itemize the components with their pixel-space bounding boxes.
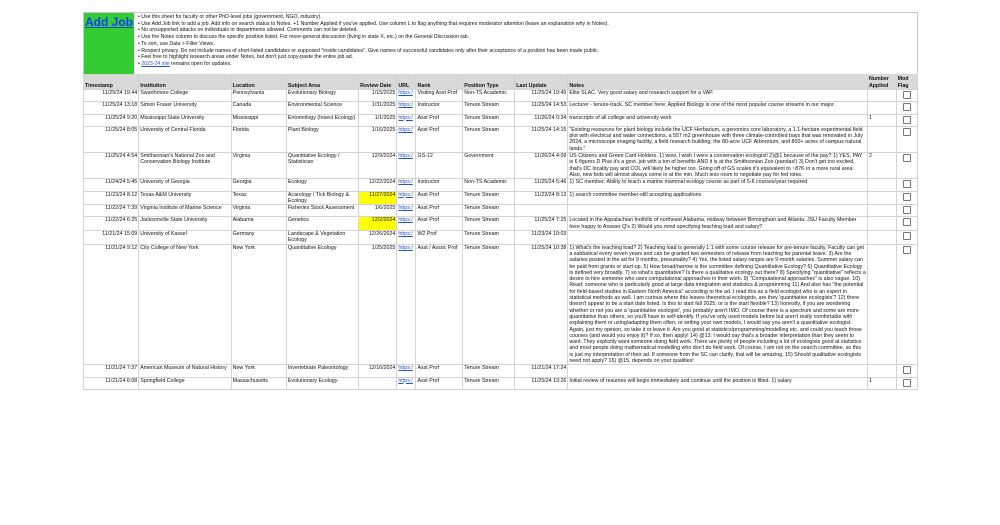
url-link[interactable]: https:/	[397, 90, 416, 102]
timestamp-cell[interactable]: 11/22/24 6:25	[84, 217, 139, 231]
mod-flag-cell	[896, 114, 917, 126]
add-job-link[interactable]: Add Job	[85, 15, 133, 29]
timestamp-cell[interactable]: 11/22/24 7:39	[84, 205, 139, 217]
location-cell[interactable]: Massachusetts	[231, 377, 286, 389]
table-row[interactable]	[84, 126, 918, 152]
review-date-cell[interactable]: 1/25/2025	[359, 244, 397, 365]
institution-cell[interactable]: University of Georgia	[139, 179, 231, 191]
subject-area-cell[interactable]: Evolutionary Ecology	[286, 377, 358, 389]
mod-flag-checkbox[interactable]	[903, 154, 911, 162]
prior-site-suffix: remains open for updates.	[169, 60, 232, 67]
location-cell[interactable]: Germany	[231, 231, 286, 245]
subject-area-cell[interactable]: Evolutionary Biology	[286, 90, 358, 102]
location-cell[interactable]: Mississippi	[231, 114, 286, 126]
mod-flag-checkbox[interactable]	[903, 180, 911, 188]
table-row[interactable]	[84, 114, 918, 126]
rank-cell[interactable]: Asst Prof	[416, 365, 463, 377]
position-type-cell[interactable]: Tenure Stream	[463, 244, 515, 365]
institution-cell[interactable]: City College of New York	[139, 244, 231, 365]
number-applied-cell[interactable]	[867, 217, 896, 231]
subject-area-cell[interactable]: Invertebrate Paleontology	[286, 365, 358, 377]
timestamp-cell[interactable]: 11/21/24 6:08	[84, 377, 139, 389]
subject-area-cell[interactable]: Plant Biology	[286, 126, 358, 152]
table-row[interactable]	[84, 244, 918, 365]
subject-area-cell[interactable]: Quantitative Ecology / Statistician	[286, 153, 358, 179]
timestamp-cell[interactable]: 11/24/24 5:45	[84, 179, 139, 191]
subject-area-cell[interactable]: Acarology / Tick Biology & Ecology	[286, 191, 358, 205]
url-link[interactable]: https:/	[397, 231, 416, 245]
subject-area-cell[interactable]: Fisheries Stock Assessment	[286, 205, 358, 217]
review-date-cell[interactable]: 1/31/2025	[359, 102, 397, 114]
timestamp-cell[interactable]: 11/25/24 13:18	[84, 102, 139, 114]
location-cell[interactable]: Pennsylvania	[231, 90, 286, 102]
last-update-cell[interactable]: 11/26/24 4:09	[515, 153, 568, 179]
position-type-cell[interactable]: Non-TS Academic	[463, 179, 515, 191]
rank-cell[interactable]: Asst Prof	[416, 377, 463, 389]
url-link[interactable]: https:/	[397, 126, 416, 152]
location-cell[interactable]: Virginia	[231, 153, 286, 179]
mod-flag-checkbox[interactable]	[903, 91, 911, 99]
col-url[interactable]: URL	[397, 75, 416, 90]
instruction-line: • Use this sheet for faculty or other PhD-level jobs (government, NGO, industry).	[138, 14, 322, 20]
instruction-line: • Use the Notes column to discuss the specific position listed. For more-general discussion (living in state X, etc.) on the General Discussion tab.	[138, 34, 470, 41]
position-type-cell[interactable]: Tenure Stream	[463, 231, 515, 245]
number-applied-cell[interactable]	[867, 205, 896, 217]
review-date-cell[interactable]: 11/27/2024	[359, 191, 397, 205]
last-update-cell[interactable]: 11/26/24 0:34	[515, 114, 568, 126]
institution-cell[interactable]: Smithsonian's National Zoo and Conservation Biology Institute	[139, 153, 231, 179]
mod-flag-cell	[896, 191, 917, 205]
location-cell[interactable]: Georgia	[231, 179, 286, 191]
subject-area-cell[interactable]: Ecology	[286, 179, 358, 191]
col-rank[interactable]: Rank	[416, 75, 463, 90]
position-type-cell[interactable]: Non-TS Academic	[463, 90, 515, 102]
position-type-cell[interactable]: Government	[463, 153, 515, 179]
rank-cell[interactable]: Asst Prof	[416, 191, 463, 205]
institution-cell[interactable]: University of Kassel	[139, 231, 231, 245]
rank-cell[interactable]: Asst Prof	[416, 114, 463, 126]
timestamp-cell[interactable]: 11/25/24 4:54	[84, 153, 139, 179]
number-applied-cell[interactable]	[867, 365, 896, 377]
last-update-cell[interactable]: 11/25/24 10:38	[515, 244, 568, 365]
mod-flag-checkbox[interactable]	[903, 246, 911, 254]
table-row[interactable]	[84, 377, 918, 389]
add-job-cell	[84, 13, 134, 74]
position-type-cell[interactable]: Tenure Stream	[463, 217, 515, 231]
last-update-cell[interactable]: 11/23/24 19:03	[515, 231, 568, 245]
mod-flag-cell	[896, 90, 917, 102]
location-cell[interactable]: Virginia	[231, 205, 286, 217]
institution-cell[interactable]: Simon Fraser University	[139, 102, 231, 114]
notes-cell[interactable]: Located in the Appalachian foothills of northeast Alabama, midway between Birmingham and Atlanta. JSU Faculty Member here happy to Answer Q's 2) Would you mind specifying teaching load and salary?	[568, 217, 868, 231]
rank-cell[interactable]: Asst Prof	[416, 126, 463, 152]
notes-cell[interactable]	[568, 365, 868, 377]
mod-flag-checkbox[interactable]	[903, 206, 911, 214]
jobs-table	[83, 74, 918, 390]
position-type-cell[interactable]: Tenure Stream	[463, 126, 515, 152]
review-date-cell[interactable]: 1/1/2025	[359, 114, 397, 126]
timestamp-cell[interactable]: 11/23/24 8:12	[84, 191, 139, 205]
position-type-cell[interactable]: Tenure Stream	[463, 114, 515, 126]
notes-cell[interactable]: Lecturer - tenure-track. SC member here: Applied Biology is one of the most popular course streams in our major.	[568, 102, 868, 114]
last-update-cell[interactable]: 11/25/24 14:53	[515, 102, 568, 114]
col-review-date[interactable]: Review Date	[359, 75, 397, 90]
number-applied-cell[interactable]: 1	[867, 377, 896, 389]
number-applied-cell[interactable]: 1	[867, 114, 896, 126]
subject-area-cell[interactable]: Genetics	[286, 217, 358, 231]
mod-flag-checkbox[interactable]	[903, 366, 911, 374]
number-applied-cell[interactable]: 2	[867, 153, 896, 179]
notes-cell[interactable]: Initial review of resumes will begin immediately and continue until the position is filled. 1) salary	[568, 377, 868, 389]
position-type-cell[interactable]: Tenure Stream	[463, 365, 515, 377]
table-row[interactable]	[84, 217, 918, 231]
url-link[interactable]: https:/	[397, 102, 416, 114]
mod-flag-checkbox[interactable]	[903, 379, 911, 387]
location-cell[interactable]: New York	[231, 244, 286, 365]
position-type-cell[interactable]: Tenure Stream	[463, 191, 515, 205]
number-applied-cell[interactable]	[867, 231, 896, 245]
last-update-cell[interactable]: 11/25/24 13:26	[515, 377, 568, 389]
col-last-update[interactable]: Last Update	[515, 75, 568, 90]
review-date-cell[interactable]: 12/26/2024	[359, 231, 397, 245]
instruction-line: • 2023-24 site remains open for updates.	[138, 60, 232, 67]
position-type-cell[interactable]: Tenure Stream	[463, 102, 515, 114]
table-row[interactable]	[84, 191, 918, 205]
table-row[interactable]	[84, 153, 918, 179]
review-date-cell[interactable]: 12/16/2024	[359, 365, 397, 377]
mod-flag-cell	[896, 244, 917, 365]
instruction-line: • No unsupported attacks on individuals or departments allowed. Comments can not be deleted.	[138, 27, 358, 34]
rank-cell[interactable]: Instructor	[416, 102, 463, 114]
number-applied-cell[interactable]	[867, 191, 896, 205]
column-header-row	[84, 75, 918, 90]
spreadsheet	[83, 12, 918, 390]
institution-cell[interactable]: American Museum of Natural History	[139, 365, 231, 377]
rank-cell[interactable]: Asst Prof	[416, 205, 463, 217]
url-link[interactable]: https:/	[397, 179, 416, 191]
instructions	[134, 13, 613, 74]
url-link[interactable]: https:/	[397, 365, 416, 377]
institution-cell[interactable]: Mississippi State University	[139, 114, 231, 126]
rank-cell[interactable]: Asst / Assoc Prof	[416, 244, 463, 365]
url-link[interactable]: https:/	[397, 153, 416, 179]
notes-cell[interactable]: 1) What's the teaching load? 2) Teaching load is generally 1:1 with some course release for pre-tenure faculty. Faculty can get a sabbatical every seven years and can be granted two semesters of release from teaching for parental leave. 3) Are the salaries posted in the ad for 9 months, presumably? 4) Yes, the listed salary ranges are 9-month salaries. Summer salary can be paid from grants or start-up. 5) How broad/narrow is the committee defining Quantitative Ecology? 6) Quantitative Ecology is defined very broadly. 7) so what's quantitative? Is there a qualitative ecology out there? 8) Specifying "quantitative" reflects a desire to hire someone who uses computational approaches in their work. 9) "Computational approaches" is also vague. 10) Read: someone who is particularly good at large data integration and statistics & programming 11) And also has "the potential for field-based studies in Eastern North America" according to the ad. I read this as a field ecologist who is an expert in statistical methods as well. I am curious where this leaves theoretical ecologists, are they 'quantitative ecologists'? 12) there doesn't appear to be a start date listed. Is this to start fall 2025, or is the start flexible? 13) honestly, if you are wondering whether or not you are a 'quantitative ecologist', you probably aren't IMO. Of course there is a spectrum and some are more quantitative than others, so you'll have to self-identify. If you've only used models before but aren't really comfortable with explaining them or using/adapting them often, or writing your own models, I would say you aren't a quantitative ecologist. Again, just my opinion, so take it or leave it. Are you good at statistics/programming/modelling etc. and could you teach those courses (and would you enjoy it)? If so, then apply! 14) @13: I would say that's a broader interpretation than they seem to want. They explicitly want someone doing field work. There are plenty of people including a lot of ecologists good at statistics and most people doing mathematical modelling who don't do field work. Of course, I am not on the search committee, so this is just my interpretation of their ad. If someone from the SC can clarify, that will be amazing. 15) Should qualitative ecologists need not apply? 16) @15, depends on your qualities!	[569, 244, 866, 364]
subject-area-cell[interactable]: Quantitative Ecology	[286, 244, 358, 365]
review-date-cell[interactable]	[359, 377, 397, 389]
mod-flag-cell	[896, 365, 917, 377]
mod-flag-cell	[896, 217, 917, 231]
mod-flag-cell	[896, 153, 917, 179]
position-type-cell[interactable]: Tenure Stream	[463, 205, 515, 217]
timestamp-cell[interactable]: 11/25/24 19:44	[84, 90, 139, 102]
instruction-line: • To sort, use Data > Filter Views.	[138, 40, 215, 47]
col-subject-area[interactable]: Subject Area	[286, 75, 358, 90]
location-cell[interactable]: Texas	[231, 191, 286, 205]
col-mod-flag[interactable]: Mod Flag	[896, 75, 917, 90]
timestamp-cell[interactable]: 11/25/24 8:05	[84, 126, 139, 152]
table-row[interactable]	[84, 365, 918, 377]
number-applied-cell[interactable]	[867, 126, 896, 152]
notes-cell[interactable]: 1) SC member: Ability to teach a marine mammal ecology course as part of 5-6 courses/year required	[568, 179, 868, 191]
table-row[interactable]	[84, 102, 918, 114]
url-link[interactable]: https:/	[397, 377, 416, 389]
col-institution[interactable]: Institution	[139, 75, 231, 90]
subject-area-cell[interactable]: Environmental Science	[286, 102, 358, 114]
review-date-cell[interactable]: 1/15/2025	[359, 90, 397, 102]
notes-cell[interactable]	[568, 231, 868, 245]
timestamp-cell[interactable]: 11/21/24 9:12	[84, 244, 139, 365]
prior-site-link[interactable]: 2023-24 site	[141, 60, 170, 67]
url-link[interactable]: https:/	[397, 191, 416, 205]
notes-cell[interactable]: 1) search committee member-still accepting applications	[568, 191, 868, 205]
rank-cell[interactable]: W2 Prof	[416, 231, 463, 245]
last-update-cell[interactable]: 11/25/24 19:45	[515, 90, 568, 102]
location-cell[interactable]: Canada	[231, 102, 286, 114]
number-applied-cell[interactable]	[867, 179, 896, 191]
mod-flag-cell	[896, 231, 917, 245]
institution-cell[interactable]: Swarthmore College	[139, 90, 231, 102]
url-link[interactable]: https:/	[397, 114, 416, 126]
last-update-cell[interactable]: 11/21/24 17:24	[515, 365, 568, 377]
review-date-cell[interactable]: 1/6/2025	[359, 205, 397, 217]
mod-flag-checkbox[interactable]	[903, 116, 911, 124]
col-notes[interactable]: Notes	[568, 75, 868, 90]
institution-cell[interactable]: Virginia Institute of Marine Science	[139, 205, 231, 217]
info-header	[83, 12, 918, 74]
mod-flag-checkbox[interactable]	[903, 232, 911, 240]
mod-flag-cell	[896, 205, 917, 217]
number-applied-cell[interactable]	[867, 90, 896, 102]
rank-cell[interactable]: Visiting Asst Prof	[416, 90, 463, 102]
number-applied-cell[interactable]	[867, 102, 896, 114]
instruction-line: • Use Add Job link to add a job. Add info on search status to Notes. +1 Number Applied if you've applied. Use column L to flag anything that requires moderator attention (leave an explanation why in Notes).	[138, 20, 609, 27]
institution-cell[interactable]: University of Central Florida	[139, 126, 231, 152]
rank-cell[interactable]: Asst Prof	[416, 217, 463, 231]
location-cell[interactable]: New York	[231, 365, 286, 377]
timestamp-cell[interactable]: 11/21/24 15:09	[84, 231, 139, 245]
table-row[interactable]	[84, 179, 918, 191]
table-row[interactable]	[84, 205, 918, 217]
review-date-cell[interactable]: 1/16/2025	[359, 126, 397, 152]
url-link[interactable]: https:/	[397, 205, 416, 217]
url-link[interactable]: https:/	[397, 217, 416, 231]
notes-cell[interactable]: Elite SLAC. Very good salary and research support for a VAP.	[568, 90, 868, 102]
subject-area-cell[interactable]: Entomology (Insect Ecology)	[286, 114, 358, 126]
instruction-line: • Feel free to highlight research areas under Notes, but don't just copy-paste the entire job ad.	[138, 54, 354, 61]
instruction-line: • Respect privacy. Do not include names of short-listed candidates or supposed "inside candidates". Give names of successful candidates only after their acceptance of a position has been made public.	[138, 47, 600, 54]
notes-cell[interactable]: "Existing resources for plant biology include the UCF Herbarium, a genomics core laboratory, a 1.1-hectare experimental field plot with electrical and water connections, a 557 m2 greenhouse with three climate-controlled bays that was renovated in July 2024, a microscope imaging facility, a field research building, the 80-acre UCF Arboretum, and 800+ acres of campus natural lands."	[568, 126, 868, 152]
last-update-cell[interactable]: 11/25/24 5:46	[515, 179, 568, 191]
position-type-cell[interactable]: Tenure Stream	[463, 377, 515, 389]
location-cell[interactable]: Alabama	[231, 217, 286, 231]
last-update-cell[interactable]: 11/25/24 14:15	[515, 126, 568, 152]
last-update-cell[interactable]	[515, 205, 568, 217]
rank-cell[interactable]: GS-12	[416, 153, 463, 179]
institution-cell[interactable]: Jacksonville State University	[139, 217, 231, 231]
location-cell[interactable]: Florida	[231, 126, 286, 152]
notes-cell[interactable]: transcripts of all college and university work	[568, 114, 868, 126]
institution-cell[interactable]: Texas A&M University	[139, 191, 231, 205]
mod-flag-checkbox[interactable]	[903, 128, 911, 136]
rank-cell[interactable]: Instructor	[416, 179, 463, 191]
col-timestamp[interactable]: Timestamp	[84, 75, 139, 90]
mod-flag-checkbox[interactable]	[903, 103, 911, 111]
timestamp-cell[interactable]: 11/25/24 9:20	[84, 114, 139, 126]
table-row[interactable]	[84, 90, 918, 102]
institution-cell[interactable]: Springfield College	[139, 377, 231, 389]
url-link[interactable]: https:/	[397, 244, 416, 365]
mod-flag-cell	[896, 179, 917, 191]
review-date-cell[interactable]: 12/2/2024	[359, 217, 397, 231]
col-position-type[interactable]: Position Type	[463, 75, 515, 90]
subject-area-cell[interactable]: Landscape & Vegetation Ecology	[286, 231, 358, 245]
mod-flag-cell	[896, 126, 917, 152]
notes-cell[interactable]	[568, 205, 868, 217]
mod-flag-cell	[896, 377, 917, 389]
timestamp-cell[interactable]: 11/21/24 7:37	[84, 365, 139, 377]
col-number-applied[interactable]: Number Applied	[867, 75, 896, 90]
table-row[interactable]	[84, 231, 918, 245]
mod-flag-checkbox[interactable]	[903, 193, 911, 201]
notes-cell[interactable]: US Citizens and Green Card Holders. 1) wow, I wish I were a conservation ecologist! 2)@1 because of the pay? 1) YES, PAY is 6 figures D Plus it's a govt. job with a ton of benefits AND it is at the Smithsonian Zoo (pandas!) 3) Don't get too excited, that's DC locality pay and COL will likely be higher too. Going off of GS scales it's equivalent to ~87K in a more rural area. Also, new feds will almost always come in at the min. Much less room to negotiate pay for fed roles.	[568, 153, 868, 179]
number-applied-cell[interactable]	[867, 244, 896, 365]
last-update-cell[interactable]: 11/23/24 8:13	[515, 191, 568, 205]
review-date-cell[interactable]: 12/22/2024	[359, 179, 397, 191]
mod-flag-checkbox[interactable]	[903, 218, 911, 226]
review-date-cell[interactable]: 12/9/2024	[359, 153, 397, 179]
mod-flag-cell	[896, 102, 917, 114]
last-update-cell[interactable]: 11/25/24 7:25	[515, 217, 568, 231]
col-location[interactable]: Location	[231, 75, 286, 90]
